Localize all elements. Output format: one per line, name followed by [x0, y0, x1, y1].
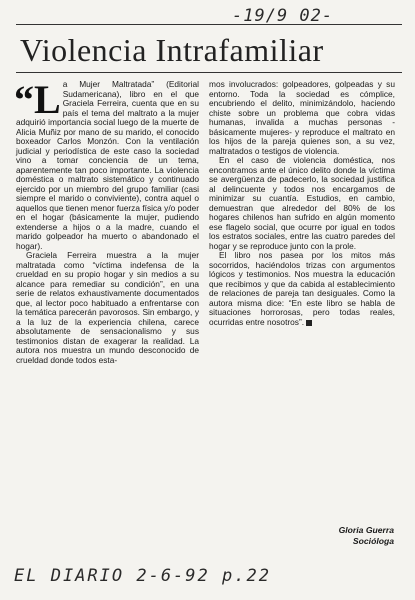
author-name: Gloria Guerra [338, 525, 394, 535]
article-paragraph-4: En el caso de violencia doméstica, nos encontramos ante el único delito donde la víctima se avergüenza de padecerlo, la sociedad justifica al delincuente y todos nos encargamos de minimizar su cuantía. Estudios, en cambio, demuestran que alrededor del 80% de los hogares chilenos han sufrido en algún momento ese flagelo social, que ocurre por igual en todos los estratos sociales, entre las cuatro paredes del hogar y se reproduce junto con la prole. [209, 155, 395, 251]
drop-cap: “L [14, 77, 61, 122]
article-column-right [209, 80, 395, 327]
top-rule [16, 24, 402, 25]
article-paragraph-5-text: El libro nos pasea por los mitos más socorridos, haciéndolos trizas con argumentos lógicos y testimonios. Nos muestra la educación que recibimos y que da cabida al establecimiento de relaciones de pareja tan desiguales. Como la autora misma dice: “En este libro se habla de situaciones horrorosas, pero todas reales, ocurridas entre nosotros”. [209, 250, 395, 327]
article-paragraph-3: mos involucrados: golpeadores, golpeadas y su entorno. Toda la sociedad es cómplice, encubriendo el delito, minimizándolo, haciendo chiste sobre un problema que cobra vidas humanas, invalida a muchas personas -básicamente mujeres- y reproduce el maltrato en los hijos de la pareja quienes son, a su vez, maltratados o testigos de violencia. [209, 79, 395, 156]
article-paragraph-5 [209, 251, 395, 327]
title-rule [16, 72, 402, 73]
handwritten-date-top: -19/9 02- [232, 6, 334, 26]
handwritten-source-bottom: EL DIARIO 2-6-92 p.22 [14, 566, 271, 586]
article-column-left [14, 77, 199, 365]
end-mark-icon [306, 320, 312, 326]
article-paragraph-1-text: a Mujer Maltratada” (Editorial Sudamericana), libro en el que Graciela Ferreira, cuenta que en su país el tema del maltrato a la mujer adquirió importancia social luego de la muerte de Alicia Muñiz por mano de su marido, el conocido boxeador Carlos Monzón. Con la ventilación judicial y periodística de este caso la sociedad vino a tomar conciencia de un tema, aparentemente tan poco importante. La violencia doméstica o maltrato sistemático y continuado ejercido por un miembro del grupo familiar (casi siempre el marido o conviviente), contra aquel o aquellos que tienen menor fuerza física y/o poder en el hogar (básicamente la mujer, pudiendo extenderse a hijos o a la madre, cuando el marido golpeador ha muerto o abandonado el hogar). [16, 79, 199, 251]
article-paragraph-1 [14, 77, 199, 251]
article-paragraph-2: Graciela Ferreira muestra a la mujer maltratada como “víctima indefensa de la crueldad en su propio hogar y sin medios a su alcance para remediar su condición”, en una serie de relatos exhaustivamente documentados que, al lector poco habituado a enfrentarse con la temática parecerán pavorosos. Sin embargo, y a la luz de la experiencia chilena, carece absolutamente de sensacionalismo y sus testimonios distan de exagerar la realidad. La autora nos muestra un mundo desconocido de crueldad donde todos esta- [16, 250, 199, 365]
article-title: Violencia Intrafamiliar [20, 32, 324, 68]
author-role: Socióloga [352, 536, 394, 546]
